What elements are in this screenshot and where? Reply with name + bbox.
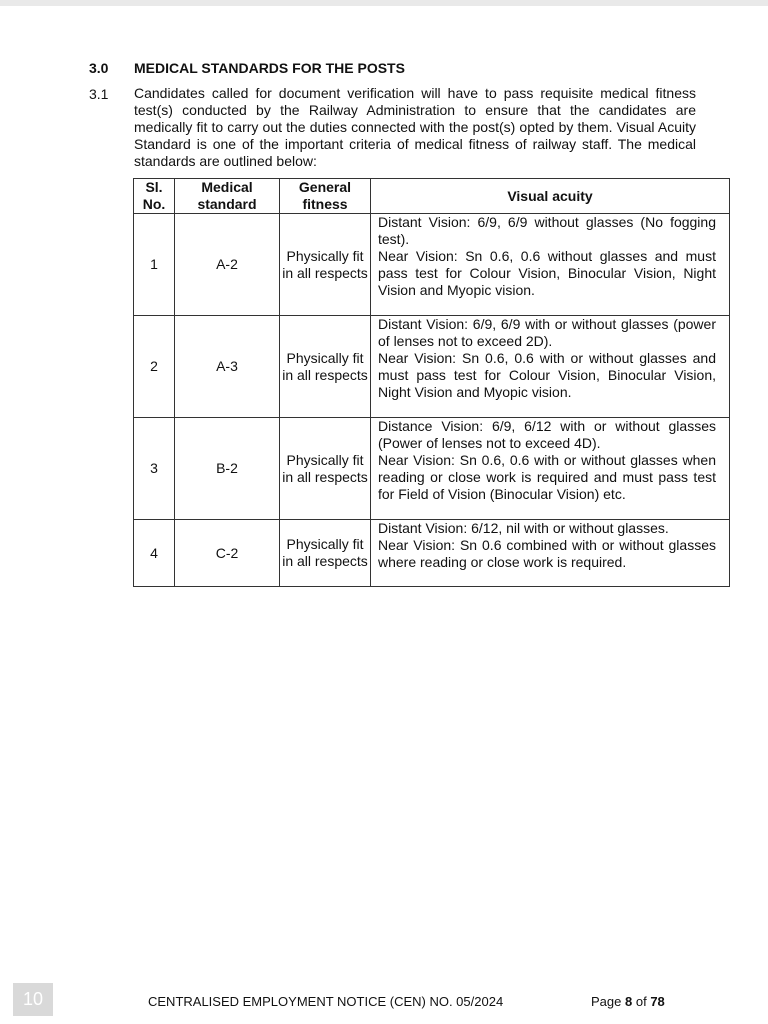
cell-general-fitness: Physically fit in all respects: [280, 316, 371, 418]
paragraph-text: Candidates called for document verification will have to pass requisite medical fitness test(s) conducted by the Railway Administration to ensure that the candidates are medically fit to carry out the duties connected with the post(s) opted by them. Visual Acuity Standard is one of the important criteria of medical fitness of railway staff. The medical standards are outlined below:: [134, 85, 696, 169]
cell-general-fitness: Physically fit in all respects: [280, 418, 371, 520]
cell-medical-standard: C-2: [175, 520, 280, 587]
table-row: [134, 520, 730, 587]
table-header-row: [134, 179, 730, 214]
top-strip: [0, 0, 768, 6]
page-total: 78: [650, 994, 665, 1009]
near-vision-text: Near Vision: Sn 0.6 combined with or without glasses where reading or close work is required.: [378, 537, 716, 570]
table-row: [134, 418, 730, 520]
paragraph-number: 3.1: [89, 86, 109, 102]
footer-page-number: [591, 994, 665, 1009]
cell-visual-acuity: [371, 418, 730, 520]
near-vision-text: Near Vision: Sn 0.6, 0.6 with or without glasses when reading or close work is required and must pass test for Field of Vision (Binocular Vision) etc.: [378, 452, 716, 502]
footer-notice: CENTRALISED EMPLOYMENT NOTICE (CEN) NO. 05/2024: [148, 994, 504, 1009]
distance-vision-text: Distance Vision: 6/9, 6/12 with or without glasses (Power of lenses not to exceed 4D).: [378, 418, 716, 451]
cell-sl-no: 2: [134, 316, 175, 418]
near-vision-text: Near Vision: Sn 0.6, 0.6 without glasses and must pass test for Colour Vision, Binocular Vision, Night Vision and Myopic vision.: [378, 248, 716, 298]
cell-general-fitness: Physically fit in all respects: [280, 214, 371, 316]
medical-standards-table: [133, 178, 730, 587]
cell-visual-acuity: [371, 316, 730, 418]
section-title: MEDICAL STANDARDS FOR THE POSTS: [134, 60, 405, 76]
table-row: [134, 214, 730, 316]
cell-sl-no: 4: [134, 520, 175, 587]
near-vision-text: Near Vision: Sn 0.6, 0.6 with or without glasses and must pass test for Colour Vision, Binocular Vision, Night Vision and Myopic vision.: [378, 350, 716, 400]
cell-sl-no: 3: [134, 418, 175, 520]
header-visual-acuity: Visual acuity: [371, 179, 730, 214]
cell-visual-acuity: [371, 214, 730, 316]
header-general-fitness: General fitness: [280, 179, 371, 214]
cell-medical-standard: B-2: [175, 418, 280, 520]
cell-sl-no: 1: [134, 214, 175, 316]
distant-vision-text: Distant Vision: 6/12, nil with or without glasses.: [378, 520, 669, 536]
header-sl-no: Sl. No.: [134, 179, 175, 214]
cell-medical-standard: A-3: [175, 316, 280, 418]
section-number: 3.0: [89, 60, 109, 76]
page-current: 8: [625, 994, 633, 1009]
distant-vision-text: Distant Vision: 6/9, 6/9 without glasses (No fogging test).: [378, 214, 716, 247]
distant-vision-text: Distant Vision: 6/9, 6/9 with or without glasses (power of lenses not to exceed 2D).: [378, 316, 716, 349]
page-thumbnail-badge[interactable]: 10: [13, 983, 53, 1016]
page-prefix: Page: [591, 994, 622, 1009]
cell-visual-acuity: [371, 520, 730, 587]
page-of: of: [635, 994, 647, 1009]
header-medical-standard: Medical standard: [175, 179, 280, 214]
cell-medical-standard: A-2: [175, 214, 280, 316]
table-row: [134, 316, 730, 418]
cell-general-fitness: Physically fit in all respects: [280, 520, 371, 587]
